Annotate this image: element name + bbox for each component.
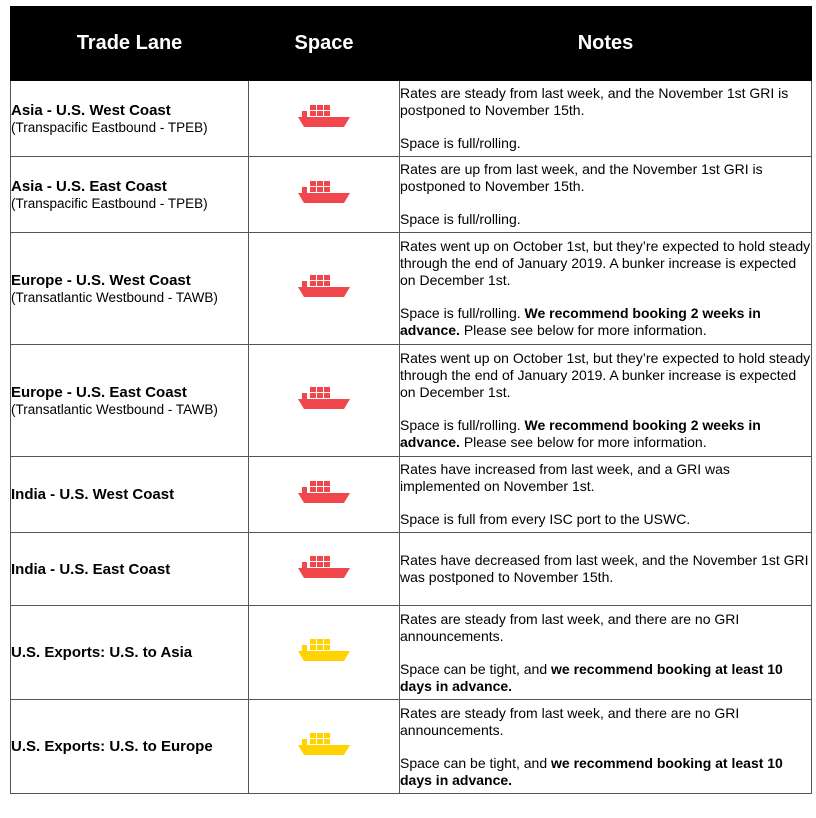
notes-space <box>400 661 811 695</box>
lane-name: Asia - U.S. East Coast <box>11 177 167 195</box>
notes-recommendation: we recommend booking at least 10 days in advance. <box>400 754 783 788</box>
notes-space-text: Space can be tight, and <box>400 660 551 677</box>
table-row <box>11 81 812 157</box>
table-row <box>11 157 812 233</box>
lane-name: U.S. Exports: U.S. to Europe <box>11 738 213 755</box>
table-row <box>11 533 812 606</box>
header-space: Space <box>249 7 400 81</box>
trade-lane-cell <box>11 81 249 157</box>
notes-space <box>400 305 811 339</box>
notes-space <box>400 135 811 152</box>
notes-recommendation: We recommend booking 2 weeks in advance. <box>400 305 761 338</box>
cargo-ship-icon <box>296 103 352 129</box>
lane-name: India - U.S. West Coast <box>11 486 175 503</box>
lane-subtitle: (Transpacific Eastbound - TPEB) <box>11 119 208 135</box>
trade-lane-cell <box>11 457 249 533</box>
notes-rates: Rates are steady from last week, and the November 1st GRI is postponed to November 15th. <box>400 85 789 118</box>
notes-space-tail: Please see below for more information. <box>459 322 707 338</box>
space-status-cell <box>249 700 400 794</box>
notes-space-text: Space is full/rolling. <box>400 135 521 151</box>
notes-cell <box>400 606 812 700</box>
notes-space-text: Space can be tight, and <box>400 754 551 771</box>
space-status-cell <box>249 233 400 345</box>
lane-name: India - U.S. East Coast <box>11 560 171 578</box>
header-row <box>11 7 812 81</box>
trade-lane-cell <box>11 606 249 700</box>
table-row <box>11 233 812 345</box>
table-row <box>11 606 812 700</box>
cargo-ship-icon <box>296 385 352 411</box>
notes-cell <box>400 157 812 233</box>
lane-name: Europe - U.S. East Coast <box>11 383 187 401</box>
trade-lane-cell <box>11 157 249 233</box>
notes-rates: Rates are up from last week, and the November 1st GRI is postponed to November 15th. <box>400 161 763 194</box>
notes-space <box>400 417 811 451</box>
lane-subtitle: (Transatlantic Westbound - TAWB) <box>11 289 218 305</box>
table-row <box>11 700 812 794</box>
trade-lane-cell <box>11 700 249 794</box>
notes-recommendation: We recommend booking 2 weeks in advance. <box>400 417 761 450</box>
trade-lane-table <box>10 6 812 794</box>
cargo-ship-icon <box>296 179 352 205</box>
cargo-ship-icon <box>296 637 352 663</box>
trade-lane-cell <box>11 533 249 606</box>
notes-space <box>400 211 811 228</box>
lane-name: Europe - U.S. West Coast <box>11 271 191 289</box>
lane-subtitle: (Transatlantic Westbound - TAWB) <box>11 401 218 417</box>
notes-cell <box>400 700 812 794</box>
lane-subtitle: (Transpacific Eastbound - TPEB) <box>11 195 208 211</box>
notes-cell <box>400 233 812 345</box>
space-status-cell <box>249 457 400 533</box>
notes-space-tail: Please see below for more information. <box>459 434 707 450</box>
notes-cell <box>400 533 812 606</box>
notes-rates: Rates have decreased from last week, and the November 1st GRI was postponed to November 15th. <box>400 552 809 585</box>
trade-lane-cell <box>11 345 249 457</box>
notes-cell <box>400 457 812 533</box>
header-notes: Notes <box>400 7 812 81</box>
cargo-ship-icon <box>296 273 352 299</box>
header-trade-lane: Trade Lane <box>11 7 249 81</box>
space-status-cell <box>249 81 400 157</box>
notes-rates: Rates are steady from last week, and there are no GRI announcements. <box>400 610 740 644</box>
lane-name: Asia - U.S. West Coast <box>11 101 171 119</box>
space-status-cell <box>249 345 400 457</box>
space-status-cell <box>249 157 400 233</box>
notes-cell <box>400 345 812 457</box>
notes-rates: Rates are steady from last week, and there are no GRI announcements. <box>400 704 740 738</box>
trade-lane-cell <box>11 233 249 345</box>
notes-space-text: Space is full/rolling. <box>400 305 525 321</box>
cargo-ship-icon <box>296 479 352 505</box>
notes-recommendation: we recommend booking at least 10 days in advance. <box>400 660 783 694</box>
cargo-ship-icon <box>296 731 352 757</box>
table-row <box>11 345 812 457</box>
lane-name: U.S. Exports: U.S. to Asia <box>11 644 193 661</box>
notes-cell <box>400 81 812 157</box>
cargo-ship-icon <box>296 554 352 580</box>
notes-space <box>400 755 811 789</box>
space-status-cell <box>249 606 400 700</box>
notes-space-text: Space is full/rolling. <box>400 417 525 433</box>
notes-space-text: Space is full/rolling. <box>400 211 521 227</box>
notes-rates: Rates went up on October 1st, but they’re expected to hold steady through the end of January 2019. A bunker increase is expected on December 1st. <box>400 350 811 400</box>
notes-space <box>400 511 811 528</box>
notes-rates: Rates have increased from last week, and a GRI was implemented on November 1st. <box>400 461 730 494</box>
notes-space-text: Space is full from every ISC port to the USWC. <box>400 511 691 527</box>
table-row <box>11 457 812 533</box>
notes-rates: Rates went up on October 1st, but they’re expected to hold steady through the end of January 2019. A bunker increase is expected on December 1st. <box>400 238 811 288</box>
space-status-cell <box>249 533 400 606</box>
